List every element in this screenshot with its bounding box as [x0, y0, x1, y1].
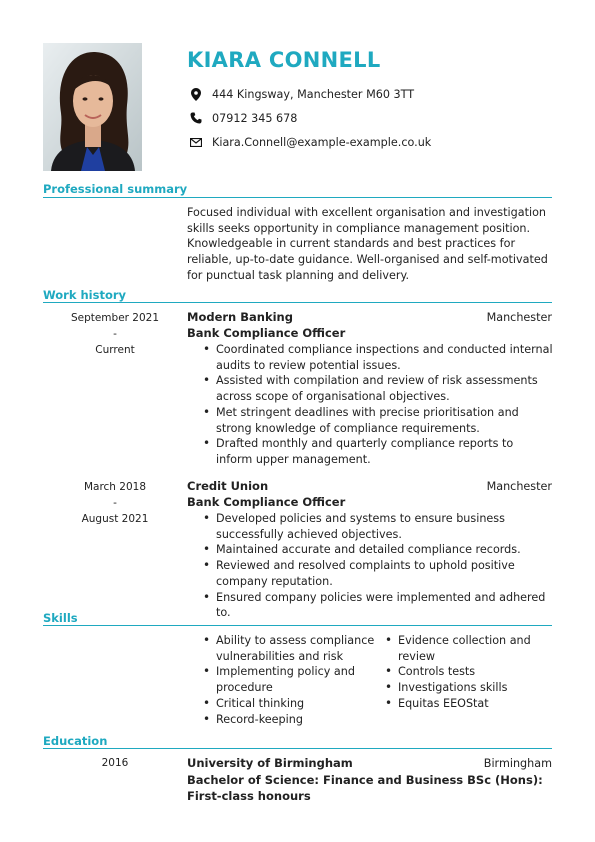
section-title-work: Work history [43, 288, 127, 302]
envelope-icon [189, 135, 203, 149]
job-date-start: March 2018 [83, 481, 147, 493]
education-location: Birmingham [483, 757, 552, 770]
job-role: Bank Compliance Officer [187, 326, 346, 340]
skill-item: • Ability to assess compliance vulnerabilities and risk [203, 633, 379, 664]
address-text: 444 Kingsway, Manchester M60 3TT [212, 87, 415, 101]
skill-item: • Investigations skills [385, 680, 545, 696]
profile-photo [43, 43, 142, 171]
skill-item: • Critical thinking [203, 696, 379, 712]
job-role: Bank Compliance Officer [187, 495, 346, 509]
job-date-separator: - [113, 497, 117, 509]
contact-email [189, 134, 431, 150]
job-bullet: • Reviewed and resolved complaints to uphold positive company reputation. [203, 558, 553, 589]
contact-address [189, 86, 414, 102]
job-bullets [203, 342, 553, 468]
job-location: Manchester [486, 480, 552, 493]
job-bullet: • Ensured company policies were implemented and adhered to. [203, 590, 553, 621]
skill-item: • Record-keeping [203, 712, 379, 728]
education-year: 2016 [101, 757, 129, 769]
job-date-end: August 2021 [81, 513, 149, 525]
section-divider [43, 302, 552, 303]
skill-item: • Equitas EEOStat [385, 696, 545, 712]
education-degree: Bachelor of Science: Finance and Business BSc (Hons): First-class honours [187, 773, 543, 803]
section-divider [43, 197, 552, 198]
job-employer: Modern Banking [187, 310, 293, 324]
phone-text: 07912 345 678 [212, 111, 298, 125]
job-bullet: • Met stringent deadlines with precise prioritisation and strong knowledge of compliance requirements. [203, 405, 553, 436]
job-bullet: • Developed policies and systems to ensure business successfully achieved objectives. [203, 511, 553, 542]
job-bullet: • Coordinated compliance inspections and conducted internal audits to review potential issues. [203, 342, 553, 373]
skills-right-list [385, 633, 545, 712]
portrait-image [43, 43, 142, 171]
job-bullet: • Maintained accurate and detailed compliance records. [203, 542, 553, 558]
summary-text: Focused individual with excellent organisation and investigation skills seeks opportunity in compliance management position. Knowledgeable in current standards and best practices for reliable, up-to-date guidance. Well-organised and self-motivated for punctual task planning and delivery. [187, 206, 548, 282]
job-date-start: September 2021 [70, 312, 160, 324]
job-date-separator: - [113, 328, 117, 340]
job-date-end: Current [95, 344, 135, 356]
section-title-skills: Skills [43, 611, 78, 625]
job-bullets [203, 511, 553, 621]
section-title-summary: Professional summary [43, 182, 188, 196]
job-location: Manchester [486, 311, 552, 324]
phone-icon [189, 111, 203, 125]
skill-item: • Controls tests [385, 664, 545, 680]
skill-item: • Implementing policy and procedure [203, 664, 379, 695]
email-text[interactable]: Kiara.Connell@example-example.co.uk [212, 135, 432, 149]
section-divider [43, 748, 552, 749]
location-pin-icon [189, 87, 203, 101]
education-school: University of Birmingham [187, 756, 353, 770]
skill-item: • Evidence collection and review [385, 633, 545, 664]
job-bullet: • Assisted with compilation and review of risk assessments across scope of organisational objectives. [203, 373, 553, 404]
job-bullet: • Drafted monthly and quarterly compliance reports to inform upper management. [203, 436, 553, 467]
section-divider [43, 625, 552, 626]
contact-phone [189, 110, 297, 126]
section-title-education: Education [43, 734, 108, 748]
skills-left-list [203, 633, 379, 727]
job-employer: Credit Union [187, 479, 269, 493]
candidate-name: KIARA CONNELL [187, 48, 381, 72]
